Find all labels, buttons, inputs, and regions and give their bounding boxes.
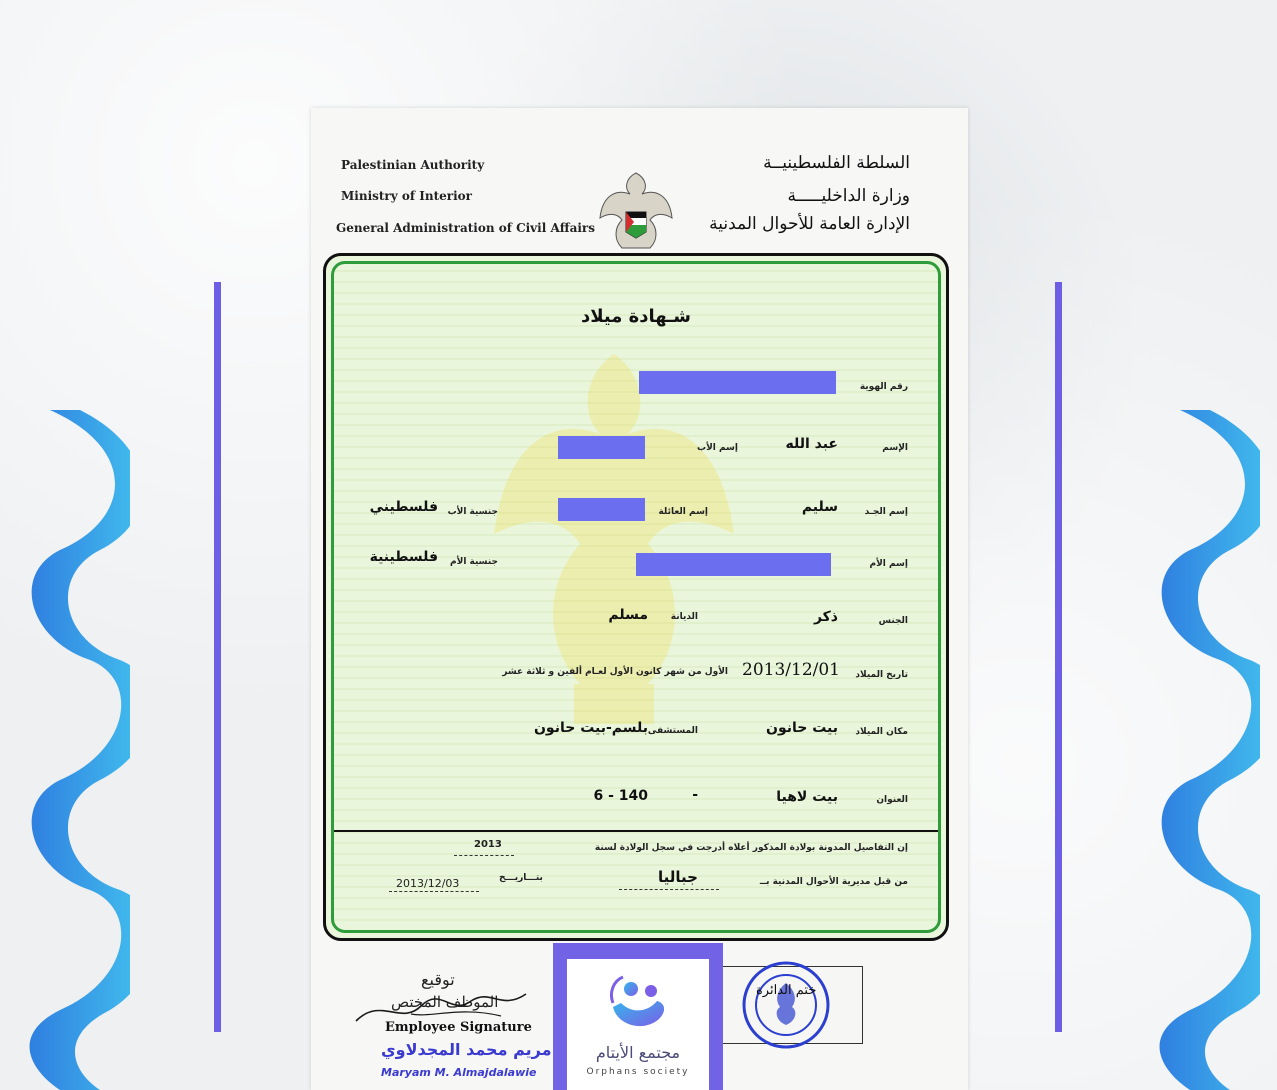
name-label: الإسم [882, 443, 908, 453]
hospital-value: بلسم-بيت حانون [533, 720, 648, 736]
header-en-ministry: Ministry of Interior [341, 189, 472, 203]
name-value: عبد الله [785, 436, 838, 452]
signature-en-name: Maryam M. Almajdalawie [381, 1066, 537, 1079]
religion-value: مسلم [608, 607, 648, 623]
directorate-value: جباليا [658, 868, 698, 886]
grandfather-label: إسم الجـد [864, 507, 908, 517]
mother-nationality-label: جنسية الأم [450, 557, 498, 567]
header-ar-authority: السلطة الفلسطينيــة [763, 153, 910, 173]
official-stamp-icon [740, 959, 832, 1051]
registry-year: 2013 [474, 839, 502, 850]
family-label: إسم العائلة [658, 507, 708, 517]
left-wave-decoration [20, 410, 130, 1090]
pob-value: بيت حانون [766, 720, 838, 736]
orphans-society-logo-card [553, 943, 723, 1090]
address-dash: - [692, 787, 698, 803]
grandfather-value: سليم [801, 499, 838, 515]
header-ar-ministry: وزارة الداخليـــــة [787, 186, 910, 206]
logo-inner [567, 959, 709, 1090]
right-accent-bar [1055, 282, 1062, 1032]
orphans-society-logo-icon [603, 967, 673, 1037]
sex-value: ذكر [813, 609, 838, 625]
stamp-label: ختم الدائرة [756, 983, 817, 998]
header-en-administration: General Administration of Civil Affairs [336, 221, 596, 235]
date-value: 2013/12/03 [396, 877, 460, 890]
redacted-father-name [558, 436, 645, 459]
father-nationality-label: جنسية الأب [447, 507, 498, 517]
dob-label: تاريخ الميلاد [855, 670, 908, 680]
id-label: رقم الهوية [859, 382, 908, 392]
office-stamp-box [721, 966, 863, 1044]
father-label: إسم الأب [697, 443, 738, 453]
registry-text: إن التفاصيل المدونة بولادة المذكور أعلاه أدرجت في سجل الولادة لسنة [594, 843, 908, 853]
dob-words: الأول من شهر كانون الأول لعـام ألفين و ثلاثة عشر [502, 667, 728, 677]
divider-line [334, 830, 938, 832]
hospital-label: المستشفى [647, 726, 698, 736]
certificate-frame [323, 253, 949, 941]
father-nationality-value: فلسطيني [369, 499, 438, 515]
address-number: 6 - 140 [593, 788, 648, 804]
header-en-authority: Palestinian Authority [341, 158, 485, 172]
address-value: بيت لاهيا [776, 789, 838, 805]
pob-label: مكان الميلاد [855, 727, 908, 737]
signature-ar-title: توقيع [421, 970, 455, 989]
mother-label: إسم الأم [869, 559, 908, 569]
redacted-family-name [558, 498, 645, 521]
registry-year-underline [454, 855, 514, 856]
left-accent-bar [214, 282, 221, 1032]
dob-value: 2013/12/01 [742, 660, 840, 680]
address-label: العنوان [876, 795, 908, 805]
certificate-title: شـهادة ميلاد [580, 306, 692, 327]
religion-label: الديانة [670, 612, 698, 622]
directorate-text: من قبل مديرية الأحوال المدنية بــ [759, 877, 908, 887]
date-underline [389, 891, 479, 892]
header-ar-administration: الإدارة العامة للأحوال المدنية [709, 214, 910, 234]
logo-arabic-name: مجتمع الأيتام [595, 1043, 681, 1062]
signature-en-label: Employee Signature [385, 1020, 532, 1035]
signature-ar-name: مريم محمد المجدلاوي [381, 1040, 552, 1059]
logo-english-name: Orphans society [586, 1067, 690, 1077]
redacted-id [639, 371, 836, 394]
mother-nationality-value: فلسطينية [369, 549, 438, 565]
certificate-inner-frame [331, 261, 941, 933]
signature-ar-role: الموظف المختص [391, 993, 499, 1011]
directorate-underline [619, 889, 719, 890]
eagle-emblem-icon [596, 168, 676, 258]
redacted-mother-name [636, 553, 831, 576]
date-label: بتـــاريـــخ [499, 873, 543, 883]
sex-label: الجنس [878, 616, 908, 626]
right-wave-decoration [1150, 410, 1260, 1090]
